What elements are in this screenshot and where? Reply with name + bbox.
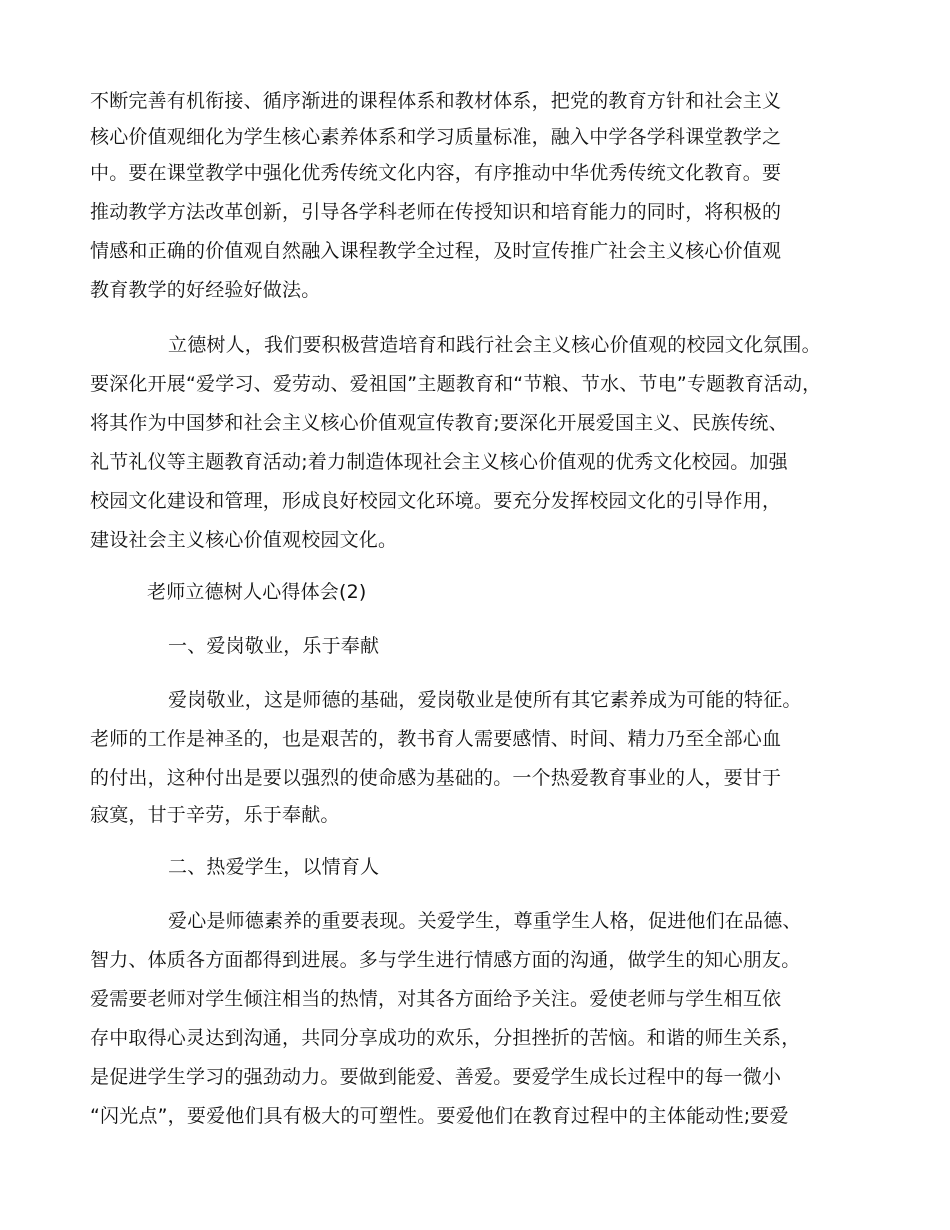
paragraph-line: 校园文化建设和管理，形成良好校园文化环境。要充分发挥校园文化的引导作用， xyxy=(90,490,782,512)
paragraph-line: 爱心是师德素养的重要表现。关爱学生，尊重学生人格，促进他们在品德、 xyxy=(168,910,802,932)
subsection-heading: 二、热爱学生，以情育人 xyxy=(168,856,380,878)
paragraph-line: 爱需要老师对学生倾注相当的热情，对其各方面给予关注。爱使老师与学生相互依 xyxy=(90,988,782,1010)
paragraph-line: “闪光点”，要爱他们具有极大的可塑性。要爱他们在教育过程中的主体能动性;要爱 xyxy=(90,1105,789,1127)
paragraph-line: 教育教学的好经验好做法。 xyxy=(90,279,321,301)
paragraph-line: 情感和正确的价值观自然融入课程教学全过程，及时宣传推广社会主义核心价值观 xyxy=(90,240,782,262)
paragraph-line: 礼节礼仪等主题教育活动;着力制造体现社会主义核心价值观的优秀文化校园。加强 xyxy=(90,451,788,473)
paragraph-line: 要深化开展“爱学习、爱劳动、爱祖国”主题教育和“节粮、节水、节电”专题教育活动， xyxy=(90,373,822,395)
subsection-heading: 一、爱岗敬业，乐于奉献 xyxy=(168,635,380,657)
paragraph-line: 立德树人，我们要积极营造培育和践行社会主义核心价值观的校园文化氛围。 xyxy=(168,334,821,356)
paragraph-line: 寂寞，甘于辛劳，乐于奉献。 xyxy=(90,804,340,826)
paragraph-line: 核心价值观细化为学生核心素养体系和学习质量标准，融入中学各学科课堂教学之 xyxy=(90,126,782,148)
paragraph-line: 是促进学生学习的强劲动力。要做到能爱、善爱。要爱学生成长过程中的每一微小 xyxy=(90,1066,782,1088)
paragraph-line: 智力、体质各方面都得到进展。多与学生进行情感方面的沟通，做学生的知心朋友。 xyxy=(90,949,801,971)
paragraph-line: 老师的工作是神圣的，也是艰苦的，教书育人需要感情、时间、精力乃至全部心血 xyxy=(90,728,782,750)
paragraph-line: 爱岗敬业，这是师德的基础，爱岗敬业是使所有其它素养成为可能的特征。 xyxy=(168,689,802,711)
paragraph-line: 建设社会主义核心价值观校园文化。 xyxy=(90,529,398,551)
paragraph-line: 存中取得心灵达到沟通，共同分享成功的欢乐，分担挫折的苦恼。和谐的师生关系， xyxy=(90,1027,801,1049)
paragraph-line: 推动教学方法改革创新，引导各学科老师在传授知识和培育能力的同时，将积极的 xyxy=(90,201,782,223)
paragraph-line: 中。要在课堂教学中强化优秀传统文化内容，有序推动中华优秀传统文化教育。要 xyxy=(90,162,782,184)
paragraph-line: 的付出，这种付出是要以强烈的使命感为基础的。一个热爱教育事业的人，要甘于 xyxy=(90,767,782,789)
section-title: 老师立德树人心得体会(2) xyxy=(147,581,367,603)
paragraph-line: 不断完善有机衔接、循序渐进的课程体系和教材体系，把党的教育方针和社会主义 xyxy=(90,90,782,112)
paragraph-line: 将其作为中国梦和社会主义核心价值观宣传教育;要深化开展爱国主义、民族传统、 xyxy=(90,412,788,434)
